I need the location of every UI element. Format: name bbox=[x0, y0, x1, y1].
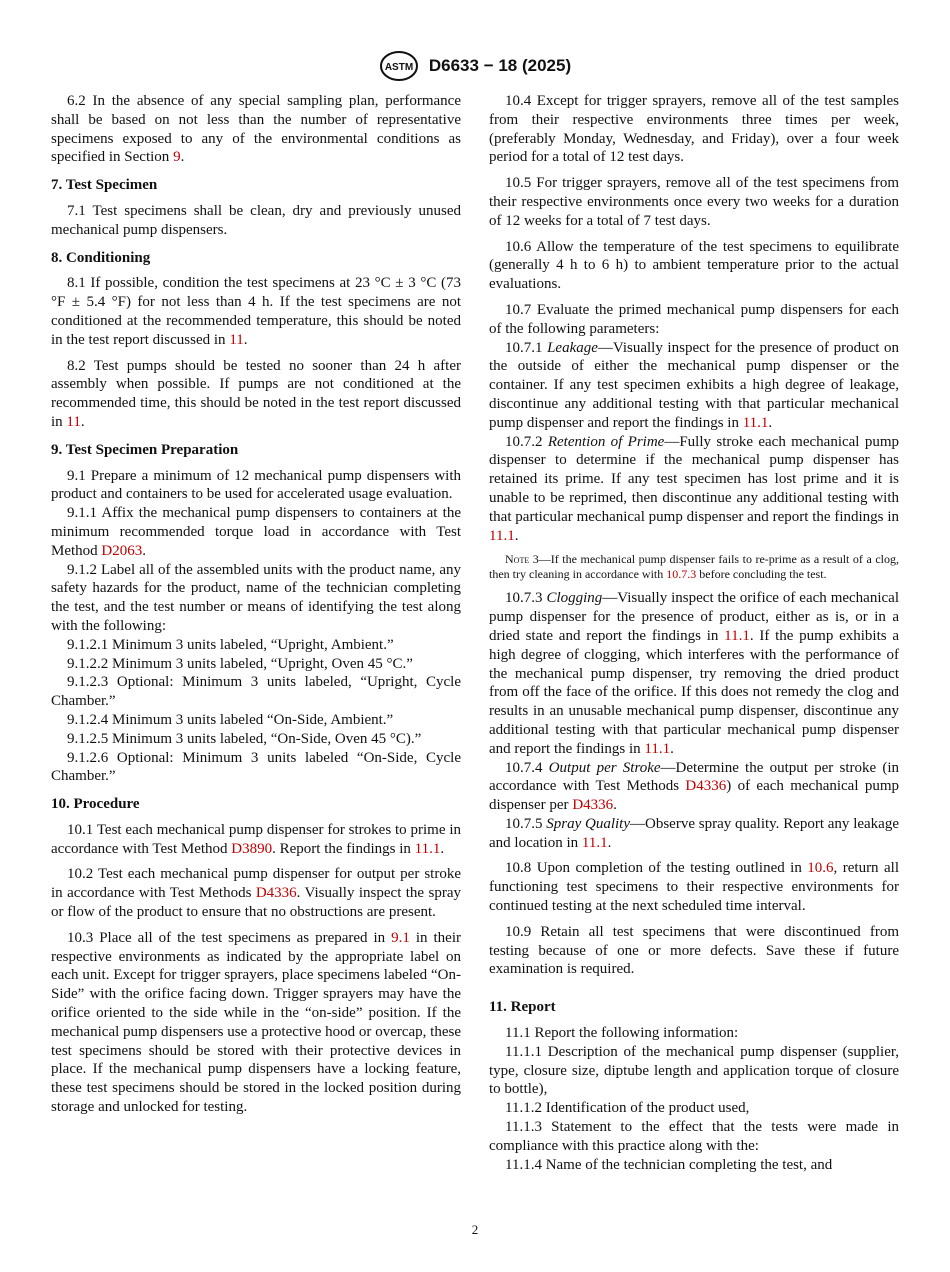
section-9-1-2-5: 9.1.2.5 Minimum 3 units labeled, “On-Side, Oven 45 °C).” bbox=[67, 730, 422, 747]
heading-conditioning: 8. Conditioning bbox=[51, 249, 151, 266]
ref-link[interactable]: 11.1 bbox=[489, 527, 515, 544]
section-8-1: 8.1 If possible, condition the test specimens at 23 °C ± 3 °C (73 °F ± 5.4 °F) for not less than 4 h. If the test specimens are not conditioned at the recommended temperature, this should be noted in the test report discussed in 11. bbox=[51, 275, 461, 348]
ref-link[interactable]: 11.1 bbox=[581, 834, 608, 851]
ref-link[interactable]: 11.1 bbox=[742, 414, 769, 431]
section-8-2: 8.2 Test pumps should be tested no sooner than 24 h after assembly when possible. If pumps are not conditioned at the recommended time, this should be noted in the test report discussed in 11. bbox=[51, 357, 461, 430]
ref-link[interactable]: D2063 bbox=[101, 542, 143, 559]
document-designation: D6633 − 18 (2025) bbox=[428, 56, 572, 75]
ref-link[interactable]: 10.6 bbox=[807, 860, 834, 877]
ref-link[interactable]: D4336 bbox=[685, 778, 727, 795]
section-9-1-2-2: 9.1.2.2 Minimum 3 units labeled, “Upright, Oven 45 °C.” bbox=[67, 655, 413, 672]
ref-link[interactable]: D4336 bbox=[255, 885, 297, 902]
section-9-1-2: 9.1.2 Label all of the assembled units with the product name, any safety hazards for the product, name of the technician completing the test, and the test number or means of identifying the test along with the following: bbox=[51, 561, 461, 634]
astm-logo bbox=[379, 50, 419, 82]
left-column bbox=[51, 92, 461, 1117]
heading-specimen-preparation: 9. Test Specimen Preparation bbox=[51, 441, 239, 458]
section-6-2: 6.2 In the absence of any special sampling plan, performance shall be based on not less than the number of representative specimens exposed to any of the environmental conditions as specified in Section 9. bbox=[51, 93, 461, 166]
section-9-1: 9.1 Prepare a minimum of 12 mechanical pump dispensers with product and containers to be used for accelerated usage evaluation. bbox=[51, 467, 461, 503]
section-11-1-2: 11.1.2 Identification of the product used, bbox=[505, 1100, 750, 1117]
section-9-1-2-3: 9.1.2.3 Optional: Minimum 3 units labeled, “Upright, Cycle Chamber.” bbox=[51, 674, 461, 710]
heading-procedure: 10. Procedure bbox=[51, 796, 140, 813]
ref-link[interactable]: D3890 bbox=[231, 840, 273, 857]
section-7-1: 7.1 Test specimens shall be clean, dry and previously unused mechanical pump dispensers. bbox=[51, 202, 461, 238]
section-10-4: 10.4 Except for trigger sprayers, remove all of the test samples from their respective environments three times per week, (preferably Monday, Wednesday, and Friday), over a four week period for a total of 12 test days. bbox=[489, 93, 899, 166]
section-9-1-2-1: 9.1.2.1 Minimum 3 units labeled, “Upright, Ambient.” bbox=[67, 636, 394, 653]
ref-link[interactable]: 11 bbox=[66, 413, 81, 430]
section-9-1-1: 9.1.1 Affix the mechanical pump dispensers to containers at the minimum recommended torque load in accordance with Test Method D2063. bbox=[51, 505, 461, 559]
section-10-7-3: 10.7.3 Clogging—Visually inspect the orifice of each mechanical pump dispenser for the presence of product, either as is, or in a dried state and report the findings in 11.1. If the pump exhibits a high degree of clogging, which interferes with the performance of the mechanical pump dispenser, try removing the dried product from off the face of the orifice. If this does not remedy the clog and results in an unusable mechanical pump dispenser, discontinue any additional testing with that particular mechanical pump dispenser and report the findings in 11.1. bbox=[489, 590, 899, 757]
ref-link[interactable]: 11.1 bbox=[414, 840, 441, 857]
section-10-1: 10.1 Test each mechanical pump dispenser for strokes to prime in accordance with Test Method D3890. Report the findings in 11.1. bbox=[51, 821, 461, 857]
section-10-2: 10.2 Test each mechanical pump dispenser for output per stroke in accordance with Test Methods D4336. Visually inspect the spray or flow of the product to ensure that no obstructions are present. bbox=[51, 866, 461, 921]
heading-report: 11. Report bbox=[489, 999, 556, 1016]
ref-link[interactable]: 11.1 bbox=[644, 740, 671, 757]
ref-link[interactable]: 10.7.3 bbox=[666, 567, 697, 582]
section-10-6: 10.6 Allow the temperature of the test specimens to equilibrate (generally 4 h to 6 h) to ambient temperature prior to the actual evaluations. bbox=[489, 238, 899, 293]
ref-link[interactable]: 9 bbox=[173, 149, 181, 166]
note-3: Note 3—If the mechanical pump dispenser fails to re-prime as a result of a clog, then try cleaning in accordance with 10.7.3 before concluding the test. bbox=[489, 552, 899, 582]
page-number: 2 bbox=[471, 1222, 479, 1237]
section-9-1-2-6: 9.1.2.6 Optional: Minimum 3 units labeled “On-Side, Cycle Chamber.” bbox=[51, 749, 461, 785]
section-10-5: 10.5 For trigger sprayers, remove all of the test specimens from their respective environments once every two weeks for a duration of 12 weeks for a total of 7 test days. bbox=[489, 175, 899, 229]
ref-link[interactable]: 11.1 bbox=[724, 627, 750, 644]
section-10-8: 10.8 Upon completion of the testing outlined in 10.6, return all functioning test specimens to their respective environments for continued testing at the next scheduled time interval. bbox=[489, 860, 899, 915]
logo-text: ASTM bbox=[384, 62, 414, 73]
right-column bbox=[489, 92, 899, 1174]
section-10-9: 10.9 Retain all test specimens that were discontinued from testing because of one or more defects. Save these if future examination is required. bbox=[489, 923, 899, 978]
section-10-7-2: 10.7.2 Retention of Prime—Fully stroke each mechanical pump dispenser to determine if the mechanical pump dispenser has retained its prime. If any test specimen has lost prime and it is unable to be reprimed, then discontinue any additional testing with that particular mechanical pump dispenser and report the findings in 11.1. bbox=[489, 433, 899, 544]
section-10-7-5: 10.7.5 Spray Quality—Observe spray quality. Report any leakage and location in 11.1. bbox=[489, 815, 899, 851]
ref-link[interactable]: D4336 bbox=[572, 797, 614, 814]
section-11-1-1: 11.1.1 Description of the mechanical pump dispenser (supplier, type, closure size, diptube length and application torque of closure to bottle), bbox=[489, 1043, 899, 1098]
section-11-1-4: 11.1.4 Name of the technician completing the test, and bbox=[505, 1156, 833, 1173]
section-9-1-2-4: 9.1.2.4 Minimum 3 units labeled “On-Side, Ambient.” bbox=[67, 711, 394, 728]
section-10-7: 10.7 Evaluate the primed mechanical pump dispensers for each of the following parameters: bbox=[489, 301, 899, 337]
page-header bbox=[0, 50, 950, 82]
ref-link[interactable]: 9.1 bbox=[391, 929, 410, 946]
section-11-1-3: 11.1.3 Statement to the effect that the tests were made in compliance with this practice along with the: bbox=[489, 1119, 899, 1154]
heading-test-specimen: 7. Test Specimen bbox=[51, 177, 158, 194]
section-10-7-4: 10.7.4 Output per Stroke—Determine the output per stroke (in accordance with Test Methods D4336) of each mechanical pump dispenser per D4336. bbox=[489, 759, 899, 814]
ref-link[interactable]: 11 bbox=[229, 331, 244, 348]
section-10-3: 10.3 Place all of the test specimens as prepared in 9.1 in their respective environments as indicated by the appropriate label on each unit. Except for trigger sprayers, place specimens labeled “On-Side” with the orifice facing down. Trigger sprayers may have the orifice oriented to the side while in the “on-side” position. If the mechanical pump dispensers use a protective hood or overcap, these test specimens should be stored with their protective devices in place. If the mechanical pump dispensers have a locking feature, these test specimens should be stored in the locked position during storage and unlocked for testing. bbox=[51, 929, 461, 1116]
section-10-7-1: 10.7.1 Leakage—Visually inspect for the presence of product on the outside of either the mechanical pump dispenser or the container. If any test specimen exhibits a high degree of leakage, discontinue any additional testing with that particular mechanical pump dispenser and report the findings in 11.1. bbox=[489, 339, 900, 431]
section-11-1: 11.1 Report the following information: bbox=[505, 1025, 739, 1042]
